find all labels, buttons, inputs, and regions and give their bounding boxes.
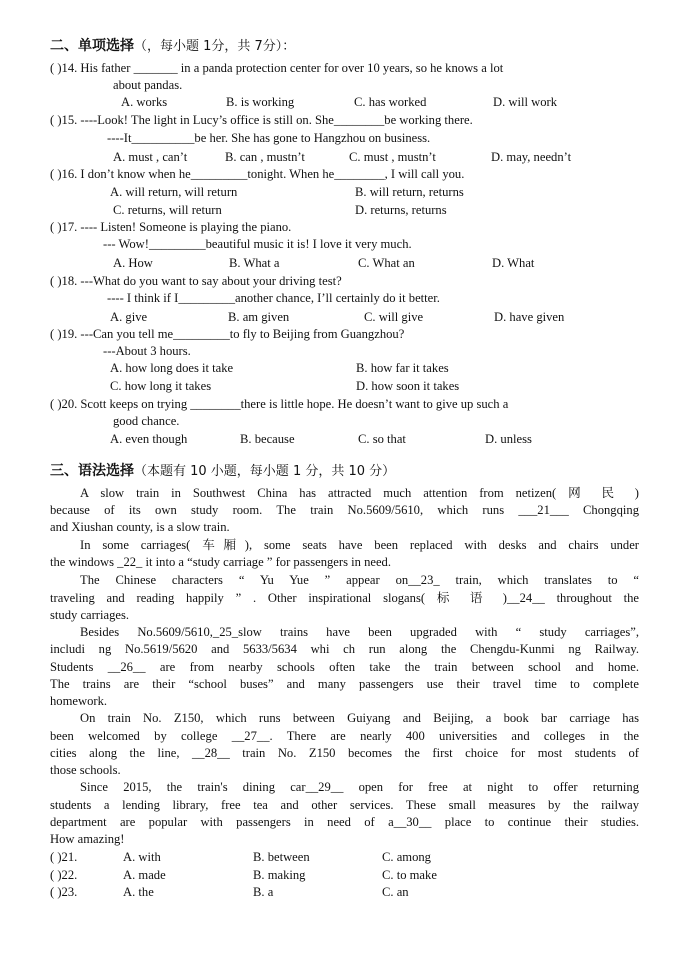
- q21-option-c: C. among: [382, 850, 431, 864]
- q16-option-a: A. will return, will return: [110, 185, 238, 199]
- question-21-stem: ( )21.: [50, 850, 78, 864]
- q19-option-c: C. how long it takes: [110, 379, 212, 393]
- q23-option-a: A. the: [123, 885, 154, 899]
- passage-line: Besides No.5609/5610,_25_slow trains have been upgraded with “ study carriages”,: [80, 625, 639, 639]
- q16-option-b: B. will return, returns: [355, 185, 464, 199]
- passage-line: those schools.: [50, 763, 121, 777]
- q17-option-d: D. What: [492, 256, 535, 270]
- section-3-note: （本题有 10 小题，每小题 1 分，共 10 分）: [134, 464, 396, 479]
- passage-line: been welcomed by college __27__. There are nearly 400 universities and colleges in the: [50, 729, 639, 743]
- passage-line: On train No. Z150, which runs between Guiyang and Beijing, a book bar carriage has: [80, 711, 639, 725]
- question-15-stem: ( )15. ----Look! The light in Lucy’s office is still on. She________be working there.: [50, 113, 473, 127]
- q17-option-a: A. How: [113, 256, 153, 270]
- q18-option-d: D. have given: [494, 310, 565, 324]
- passage-line: The Chinese characters “ Yu Yue ” appear on__23_ train, which translates to “: [80, 573, 639, 587]
- q14-option-d: D. will work: [493, 95, 558, 109]
- passage-line: department are popular with passengers in need of a__30__ place to continue their studies.: [50, 815, 639, 829]
- question-20-continuation: good chance.: [113, 414, 180, 428]
- passage-line: cities along the line, __28__ train No. Z150 becomes the first choice for most students of: [50, 746, 639, 760]
- q21-option-b: B. between: [253, 850, 310, 864]
- section-2-heading: [50, 38, 295, 55]
- question-14-stem: ( )14. His father _______ in a panda protection center for over 10 years, so he knows a lot: [50, 61, 504, 75]
- q20-option-a: A. even though: [110, 432, 188, 446]
- passage-line: In some carriages( 车厢), some seats have been replaced with desks and chairs under: [80, 538, 639, 552]
- passage-line: students a lending library, free tea and other services. These small measures by the railway: [50, 798, 639, 812]
- q22-option-b: B. making: [253, 868, 306, 882]
- q17-option-b: B. What a: [229, 256, 280, 270]
- q14-option-b: B. is working: [226, 95, 295, 109]
- q14-option-c: C. has worked: [354, 95, 427, 109]
- q18-option-c: C. will give: [364, 310, 424, 324]
- q15-option-b: B. can , mustn’t: [225, 150, 305, 164]
- passage-line: the windows _22_ it into a “study carriage ” for passengers in need.: [50, 555, 391, 569]
- passage-line: How amazing!: [50, 832, 125, 846]
- q20-option-b: B. because: [240, 432, 295, 446]
- q15-option-a: A. must , can’t: [113, 150, 188, 164]
- q15-option-c: C. must , mustn’t: [349, 150, 436, 164]
- q22-option-a: A. made: [123, 868, 166, 882]
- question-20-stem: ( )20. Scott keeps on trying ________there is little hope. He doesn’t want to give up such a: [50, 397, 509, 411]
- q22-option-c: C. to make: [382, 868, 437, 882]
- q23-option-c: C. an: [382, 885, 409, 899]
- question-17-stem: ( )17. ---- Listen! Someone is playing the piano.: [50, 220, 292, 234]
- passage-line: Since 2015, the train's dining car__29__ open for free at night to offer returning: [80, 780, 639, 794]
- q15-option-d: D. may, needn’t: [491, 150, 572, 164]
- q17-option-c: C. What an: [358, 256, 415, 270]
- passage-line: and Xiushan county, is a slow train.: [50, 520, 230, 534]
- passage-line: traveling and reading happily ” . Other inspirational slogans( 标 语 )__24__ throughout the: [50, 591, 639, 605]
- q21-option-a: A. with: [123, 850, 161, 864]
- q16-option-d: D. returns, returns: [355, 203, 447, 217]
- passage-line: homework.: [50, 694, 108, 708]
- passage-line: study carriages.: [50, 608, 130, 622]
- q14-option-a: A. works: [121, 95, 168, 109]
- q23-option-b: B. a: [253, 885, 274, 899]
- q20-option-d: D. unless: [485, 432, 532, 446]
- q18-option-a: A. give: [110, 310, 148, 324]
- q18-option-b: B. am given: [228, 310, 290, 324]
- q20-option-c: C. so that: [358, 432, 406, 446]
- q19-option-a: A. how long does it take: [110, 361, 234, 375]
- q19-option-b: B. how far it takes: [356, 361, 449, 375]
- question-22-stem: ( )22.: [50, 868, 78, 882]
- question-16-stem: ( )16. I don’t know when he_________tonight. When he________, I will call you.: [50, 167, 465, 181]
- passage-line: A slow train in Southwest China has attracted much attention from netizen( 网 民 ): [80, 486, 639, 500]
- question-23-stem: ( )23.: [50, 885, 78, 899]
- question-19-stem: ( )19. ---Can you tell me_________to fly to Beijing from Guangzhou?: [50, 327, 405, 341]
- passage-line: includi ng No.5619/5620 and 5633/5634 whi ch run along the Chengdu-Kunmi ng Railway.: [50, 642, 639, 656]
- section-2-title: 二、单项选择: [50, 38, 134, 54]
- question-18-continuation: ---- I think if I_________another chance, I’ll certainly do it better.: [107, 291, 440, 305]
- section-3-heading: [50, 463, 395, 480]
- passage-line: because of its own study room. The train No.5609/5610, which runs ___21___ Chongqing: [50, 503, 639, 517]
- q16-option-c: C. returns, will return: [113, 203, 222, 217]
- question-18-stem: ( )18. ---What do you want to say about your driving test?: [50, 274, 342, 288]
- question-17-continuation: --- Wow!_________beautiful music it is! I love it very much.: [103, 237, 412, 251]
- section-3-title: 三、语法选择: [50, 463, 134, 479]
- passage-line: Students __26__ are from nearby schools often take the train between school and home.: [50, 660, 639, 674]
- section-2-note: （，每小题 1分，共 7分）：: [134, 39, 296, 54]
- q19-option-d: D. how soon it takes: [356, 379, 460, 393]
- question-14-continuation: about pandas.: [113, 78, 183, 92]
- question-15-continuation: ----It__________be her. She has gone to Hangzhou on business.: [107, 131, 431, 145]
- question-19-continuation: ---About 3 hours.: [103, 344, 191, 358]
- passage-line: The trains are their “school buses” and many passengers use their travel time to complete: [50, 677, 639, 691]
